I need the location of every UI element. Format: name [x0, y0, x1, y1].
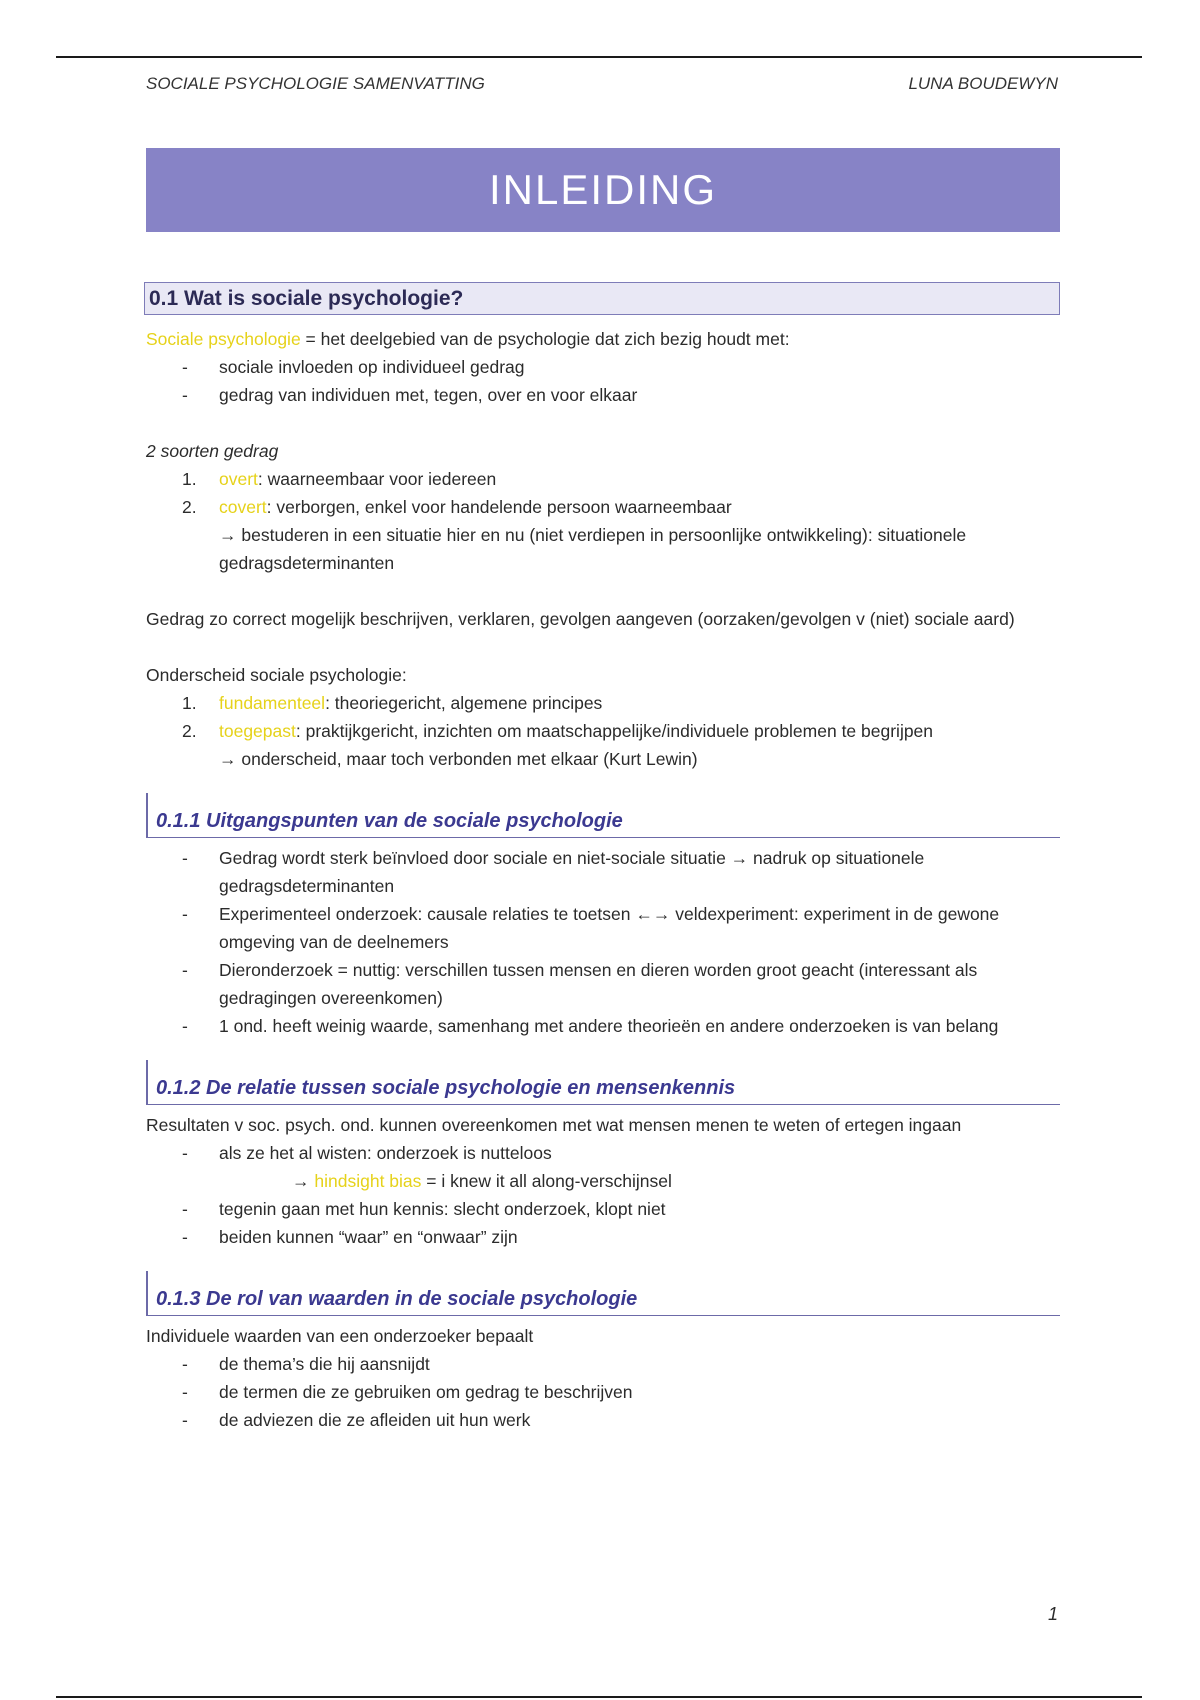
relatie-list-rest: [146, 1195, 1060, 1251]
list-item: - Dieronderzoek = nuttig: verschillen tussen mensen en dieren worden groot geacht (interessant als gedragingen overeenkomen): [146, 956, 1060, 1012]
soorten-list: [146, 465, 1060, 521]
list-item: - 1 ond. heeft weinig waarde, samenhang met andere theorieën en andere onderzoeken is van belang: [146, 1012, 1060, 1040]
page-header: [146, 74, 1058, 94]
uitgangspunten-list: [146, 844, 1060, 1040]
document-body: [146, 282, 1060, 1434]
gedrag-line: Gedrag zo correct mogelijk beschrijven, verklaren, gevolgen aangeven (oorzaken/gevolgen v (niet) sociale aard): [146, 609, 1015, 629]
soorten-arrow-note: → bestuderen in een situatie hier en nu (niet verdiepen in persoonlijke ontwikkeling): situationele gedragsdeterminanten: [219, 525, 967, 573]
section-heading-0-1: 0.1 Wat is sociale psychologie?: [144, 282, 1060, 315]
list-item: - gedrag van individuen met, tegen, over en voor elkaar: [146, 381, 1060, 409]
relatie-intro: Resultaten v soc. psych. ond. kunnen overeenkomen met wat mensen menen te weten of ertegen ingaan: [146, 1115, 962, 1135]
bottom-rule: [56, 1696, 1142, 1698]
hindsight-term: hindsight bias: [314, 1171, 422, 1191]
page-number: 1: [1048, 1604, 1059, 1624]
list-item: - sociale invloeden op individueel gedrag: [146, 353, 1060, 381]
waarden-list: [146, 1350, 1060, 1434]
list-item: - de adviezen die ze afleiden uit hun werk: [146, 1406, 1060, 1434]
list-item: - de thema’s die hij aansnijdt: [146, 1350, 1060, 1378]
chapter-banner: INLEIDING: [146, 148, 1060, 232]
list-item: - de termen die ze gebruiken om gedrag te beschrijven: [146, 1378, 1060, 1406]
section-heading-0-1-3: 0.1.3 De rol van waarden in de sociale psychologie: [146, 1271, 1060, 1316]
list-item: - beiden kunnen “waar” en “onwaar” zijn: [146, 1223, 1060, 1251]
definition-term: Sociale psychologie: [146, 329, 301, 349]
header-title: SOCIALE PSYCHOLOGIE SAMENVATTING: [146, 74, 485, 93]
list-item: 1. fundamenteel: theoriegericht, algemene principes: [182, 693, 603, 713]
list-item: - Experimenteel onderzoek: causale relaties te toetsen ←→ veldexperiment: experiment in de gewone omgeving van de deelnemers: [146, 900, 1060, 956]
relatie-list: [146, 1139, 1060, 1167]
soorten-title: 2 soorten gedrag: [146, 441, 279, 461]
section-heading-0-1-2: 0.1.2 De relatie tussen sociale psychologie en mensenkennis: [146, 1060, 1060, 1105]
section-heading-0-1-1: 0.1.1 Uitgangspunten van de sociale psychologie: [146, 793, 1060, 838]
onderscheid-list: [146, 689, 1060, 745]
onderscheid-title: Onderscheid sociale psychologie:: [146, 665, 407, 685]
header-author: LUNA BOUDEWYN: [908, 74, 1058, 93]
list-item: - als ze het al wisten: onderzoek is nutteloos: [146, 1139, 1060, 1167]
list-item: - tegenin gaan met hun kennis: slecht onderzoek, klopt niet: [146, 1195, 1060, 1223]
list-item: 2. toegepast: praktijkgericht, inzichten om maatschappelijke/individuele problemen te begrijpen: [182, 721, 934, 741]
hindsight-note: → hindsight bias = i knew it all along-verschijnsel: [292, 1171, 672, 1191]
list-item: - Gedrag wordt sterk beïnvloed door sociale en niet-sociale situatie → nadruk op situationele gedragsdeterminanten: [146, 844, 1060, 900]
definition-line: Sociale psychologie = het deelgebied van de psychologie dat zich bezig houdt met:: [146, 329, 790, 349]
onderscheid-arrow-note: → onderscheid, maar toch verbonden met elkaar (Kurt Lewin): [219, 749, 698, 769]
waarden-intro: Individuele waarden van een onderzoeker bepaalt: [146, 1326, 534, 1346]
top-rule: [56, 56, 1142, 58]
list-item: 2. covert: verborgen, enkel voor handelende persoon waarneembaar: [182, 497, 732, 517]
list-item: 1. overt: waarneembaar voor iedereen: [182, 469, 497, 489]
definition-list: [146, 353, 1060, 409]
